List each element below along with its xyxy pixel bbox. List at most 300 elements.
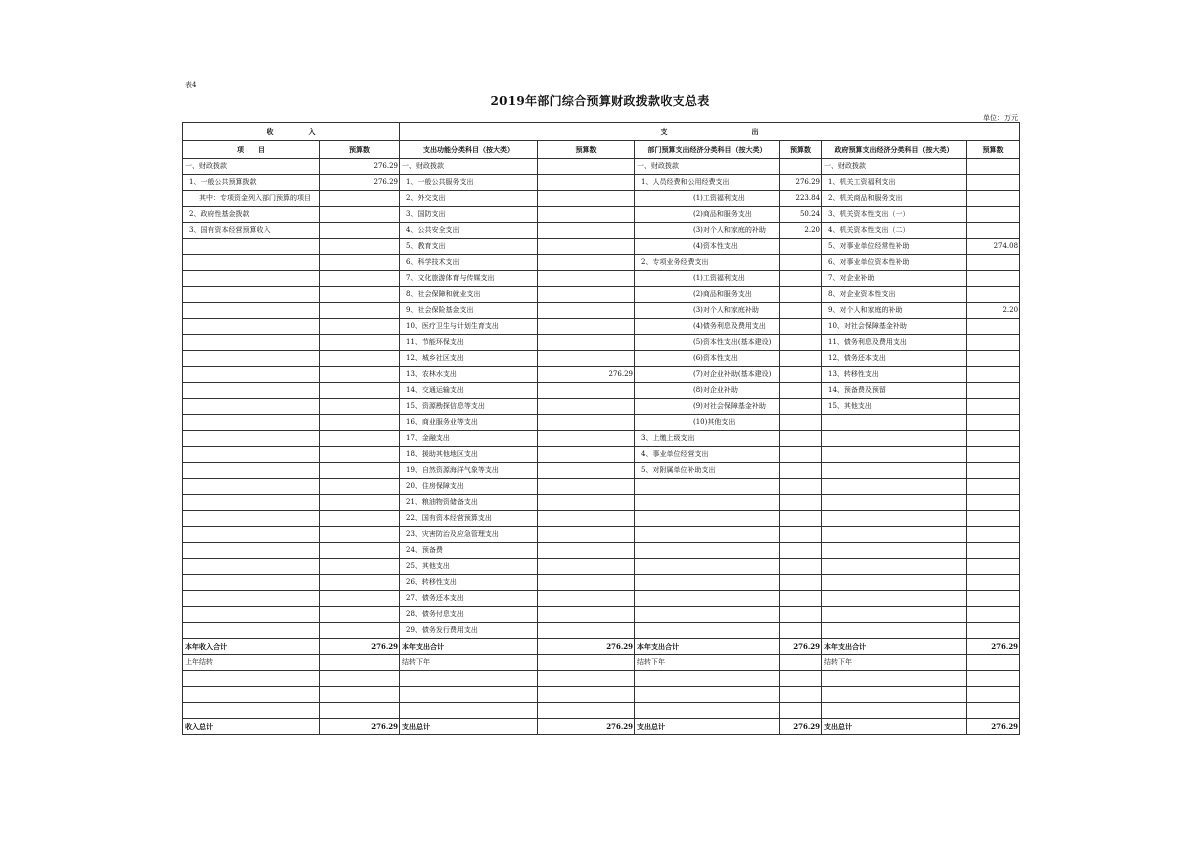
empty-cell <box>183 687 320 703</box>
budget-cell <box>780 511 822 527</box>
item-cell: 20、住房保障支出 <box>400 479 538 495</box>
item-cell: 29、债务发行费用支出 <box>400 623 538 639</box>
table-row <box>183 175 1020 191</box>
budget-cell <box>780 495 822 511</box>
budget-cell <box>320 223 400 239</box>
item-cell: 结转下年 <box>822 655 967 671</box>
budget-cell <box>780 303 822 319</box>
budget-cell <box>320 495 400 511</box>
budget-cell <box>780 239 822 255</box>
table-row <box>183 447 1020 463</box>
item-cell: 3、国有资本经营预算收入 <box>183 223 320 239</box>
table-number: 表4 <box>185 81 197 89</box>
item-cell: 5、对附属单位补助支出 <box>635 463 780 479</box>
empty-cell <box>400 671 538 687</box>
budget-cell: 274.08 <box>967 239 1020 255</box>
item-cell: 1、机关工资福利支出 <box>822 175 967 191</box>
budget-cell <box>538 239 635 255</box>
item-cell: (3)对个人和家庭的补助 <box>635 223 780 239</box>
budget-cell <box>780 287 822 303</box>
table-row <box>183 255 1020 271</box>
item-cell: 支出总计 <box>400 719 538 735</box>
table-row <box>183 463 1020 479</box>
empty-cell <box>822 671 967 687</box>
budget-cell <box>320 191 400 207</box>
budget-cell <box>538 559 635 575</box>
item-cell: 10、医疗卫生与计划生育支出 <box>400 319 538 335</box>
budget-cell <box>538 319 635 335</box>
item-cell <box>183 511 320 527</box>
item-cell <box>183 623 320 639</box>
item-cell <box>183 527 320 543</box>
empty-cell <box>780 687 822 703</box>
item-cell: 14、预备费及预留 <box>822 383 967 399</box>
grand-total-row <box>183 719 1020 735</box>
budget-cell <box>320 543 400 559</box>
budget-cell <box>967 383 1020 399</box>
col-header-budget: 预算数 <box>967 141 1020 159</box>
item-cell <box>183 399 320 415</box>
budget-cell <box>538 271 635 287</box>
budget-cell <box>538 399 635 415</box>
item-cell <box>635 527 780 543</box>
item-cell: (2)商品和服务支出 <box>635 207 780 223</box>
item-cell: 一、财政拨款 <box>183 159 320 175</box>
table-row <box>183 543 1020 559</box>
item-cell: 7、文化旅游体育与传媒支出 <box>400 271 538 287</box>
budget-cell <box>780 607 822 623</box>
budget-cell <box>538 591 635 607</box>
budget-cell <box>780 319 822 335</box>
col-header-gov-economic-category: 政府预算支出经济分类科目（按大类） <box>822 141 967 159</box>
budget-cell: 50.24 <box>780 207 822 223</box>
table-row <box>183 623 1020 639</box>
empty-cell <box>320 671 400 687</box>
empty-row <box>183 671 1020 687</box>
budget-cell <box>320 575 400 591</box>
item-cell <box>183 383 320 399</box>
empty-cell <box>538 671 635 687</box>
budget-cell: 276.29 <box>538 639 635 655</box>
budget-cell <box>780 591 822 607</box>
item-cell <box>183 559 320 575</box>
item-cell: 19、自然资源海洋气象等支出 <box>400 463 538 479</box>
budget-cell <box>320 559 400 575</box>
item-cell <box>635 479 780 495</box>
table-row <box>183 559 1020 575</box>
item-cell: 15、资源勘探信息等支出 <box>400 399 538 415</box>
table-row <box>183 287 1020 303</box>
item-cell: 1、一般公共预算拨款 <box>183 175 320 191</box>
item-cell: 支出总计 <box>822 719 967 735</box>
budget-cell <box>967 351 1020 367</box>
item-cell: (9)对社会保障基金补助 <box>635 399 780 415</box>
budget-cell <box>538 255 635 271</box>
budget-cell <box>780 575 822 591</box>
budget-cell <box>320 447 400 463</box>
item-cell <box>183 463 320 479</box>
budget-cell <box>320 463 400 479</box>
budget-cell <box>967 271 1020 287</box>
budget-cell <box>320 351 400 367</box>
budget-cell <box>538 607 635 623</box>
budget-cell <box>538 191 635 207</box>
budget-cell <box>967 399 1020 415</box>
budget-cell <box>967 559 1020 575</box>
budget-cell <box>967 335 1020 351</box>
budget-cell <box>538 159 635 175</box>
budget-cell <box>538 479 635 495</box>
item-cell: (3)对个人和家庭补助 <box>635 303 780 319</box>
item-cell <box>635 607 780 623</box>
empty-cell <box>967 703 1020 719</box>
budget-cell <box>320 591 400 607</box>
item-cell: 11、债务利息及费用支出 <box>822 335 967 351</box>
budget-cell: 276.29 <box>538 367 635 383</box>
item-cell: 6、科学技术支出 <box>400 255 538 271</box>
item-cell: 27、债务还本支出 <box>400 591 538 607</box>
item-cell: 16、商业服务业等支出 <box>400 415 538 431</box>
item-cell <box>635 495 780 511</box>
item-cell: 1、一般公共服务支出 <box>400 175 538 191</box>
item-cell <box>822 559 967 575</box>
budget-cell: 223.84 <box>780 191 822 207</box>
item-cell: 2、外交支出 <box>400 191 538 207</box>
table-row <box>183 271 1020 287</box>
item-cell: 12、城乡社区支出 <box>400 351 538 367</box>
table-row <box>183 527 1020 543</box>
budget-cell <box>780 383 822 399</box>
item-cell <box>183 351 320 367</box>
item-cell: 本年支出合计 <box>822 639 967 655</box>
budget-cell <box>538 655 635 671</box>
item-cell <box>183 367 320 383</box>
budget-cell <box>320 607 400 623</box>
budget-cell: 276.29 <box>538 719 635 735</box>
item-cell: 25、其他支出 <box>400 559 538 575</box>
item-cell: 本年支出合计 <box>400 639 538 655</box>
budget-cell <box>538 543 635 559</box>
item-cell: 2、政府性基金拨款 <box>183 207 320 223</box>
budget-cell: 276.29 <box>320 639 400 655</box>
item-cell <box>822 415 967 431</box>
item-cell <box>822 623 967 639</box>
budget-cell <box>780 479 822 495</box>
budget-cell <box>320 335 400 351</box>
item-cell: 一、财政拨款 <box>400 159 538 175</box>
budget-cell <box>967 415 1020 431</box>
budget-cell <box>967 191 1020 207</box>
item-cell: 3、国防支出 <box>400 207 538 223</box>
item-cell <box>183 447 320 463</box>
item-cell: 14、交通运输支出 <box>400 383 538 399</box>
empty-cell <box>780 671 822 687</box>
budget-cell <box>780 559 822 575</box>
table-row <box>183 383 1020 399</box>
item-cell: 5、对事业单位经常性补助 <box>822 239 967 255</box>
item-cell <box>822 495 967 511</box>
budget-cell <box>967 495 1020 511</box>
budget-cell <box>967 543 1020 559</box>
item-cell: (7)对企业补助(基本建设) <box>635 367 780 383</box>
budget-cell: 276.29 <box>780 719 822 735</box>
budget-cell <box>967 623 1020 639</box>
item-cell: 28、债务付息支出 <box>400 607 538 623</box>
budget-cell <box>320 431 400 447</box>
item-cell <box>183 591 320 607</box>
empty-cell <box>822 703 967 719</box>
table-row <box>183 415 1020 431</box>
item-cell: (4)资本性支出 <box>635 239 780 255</box>
budget-cell <box>320 303 400 319</box>
budget-cell <box>320 319 400 335</box>
item-cell <box>635 543 780 559</box>
income-header: 收 入 <box>183 123 400 141</box>
item-cell <box>822 431 967 447</box>
budget-cell: 276.29 <box>320 175 400 191</box>
item-cell <box>822 511 967 527</box>
budget-cell <box>320 271 400 287</box>
table-row <box>183 591 1020 607</box>
empty-cell <box>967 671 1020 687</box>
budget-cell: 276.29 <box>967 719 1020 735</box>
budget-cell <box>320 399 400 415</box>
budget-cell <box>538 527 635 543</box>
expense-header: 支 出 <box>400 123 1020 141</box>
item-cell <box>822 591 967 607</box>
table-row <box>183 303 1020 319</box>
col-header-budget: 预算数 <box>780 141 822 159</box>
budget-cell <box>780 351 822 367</box>
item-cell: 上年结转 <box>183 655 320 671</box>
budget-cell <box>780 431 822 447</box>
budget-cell <box>967 447 1020 463</box>
item-cell <box>183 335 320 351</box>
budget-cell <box>780 463 822 479</box>
budget-cell <box>538 511 635 527</box>
item-cell: 其中：专项资金列入部门预算的项目 <box>183 191 320 207</box>
item-cell: (8)对企业补助 <box>635 383 780 399</box>
col-header-item: 项 目 <box>183 141 320 159</box>
item-cell <box>635 575 780 591</box>
budget-cell <box>967 367 1020 383</box>
table-row <box>183 191 1020 207</box>
budget-cell <box>967 207 1020 223</box>
budget-cell <box>780 255 822 271</box>
table-row <box>183 159 1020 175</box>
budget-cell <box>538 223 635 239</box>
budget-cell <box>967 463 1020 479</box>
empty-row <box>183 703 1020 719</box>
col-header-function-category: 支出功能分类科目（按大类） <box>400 141 538 159</box>
item-cell: 12、债务还本支出 <box>822 351 967 367</box>
item-cell: 一、财政拨款 <box>635 159 780 175</box>
header-row-2 <box>183 141 1020 159</box>
budget-cell <box>538 431 635 447</box>
budget-cell <box>320 287 400 303</box>
table-row <box>183 431 1020 447</box>
table-row <box>183 239 1020 255</box>
budget-cell <box>538 447 635 463</box>
item-cell: 收入总计 <box>183 719 320 735</box>
empty-cell <box>635 703 780 719</box>
empty-cell <box>635 671 780 687</box>
budget-cell <box>967 287 1020 303</box>
item-cell: 9、对个人和家庭的补助 <box>822 303 967 319</box>
item-cell: 3、上缴上级支出 <box>635 431 780 447</box>
budget-cell <box>538 207 635 223</box>
budget-cell <box>320 527 400 543</box>
item-cell: 2、专项业务经费支出 <box>635 255 780 271</box>
budget-cell <box>538 415 635 431</box>
budget-cell <box>538 175 635 191</box>
item-cell <box>183 607 320 623</box>
item-cell: 一、财政拨款 <box>822 159 967 175</box>
budget-cell <box>320 207 400 223</box>
item-cell: 6、对事业单位资本性补助 <box>822 255 967 271</box>
item-cell: 本年收入合计 <box>183 639 320 655</box>
budget-cell <box>780 399 822 415</box>
budget-cell: 276.29 <box>780 175 822 191</box>
item-cell <box>183 287 320 303</box>
table-row <box>183 511 1020 527</box>
item-cell: 支出总计 <box>635 719 780 735</box>
empty-cell <box>183 671 320 687</box>
item-cell <box>635 559 780 575</box>
budget-cell <box>967 575 1020 591</box>
budget-cell <box>780 335 822 351</box>
budget-cell <box>967 175 1020 191</box>
item-cell: 7、对企业补助 <box>822 271 967 287</box>
table-row <box>183 319 1020 335</box>
header-row-1 <box>183 123 1020 141</box>
budget-cell <box>320 479 400 495</box>
item-cell <box>183 271 320 287</box>
item-cell: (1)工资福利支出 <box>635 191 780 207</box>
item-cell: 23、灾害防治及应急管理支出 <box>400 527 538 543</box>
budget-cell <box>320 255 400 271</box>
item-cell: 4、机关资本性支出（二） <box>822 223 967 239</box>
budget-cell <box>538 623 635 639</box>
budget-cell: 276.29 <box>320 719 400 735</box>
item-cell: 4、公共安全支出 <box>400 223 538 239</box>
budget-cell <box>967 431 1020 447</box>
empty-cell <box>400 687 538 703</box>
budget-cell <box>967 607 1020 623</box>
empty-cell <box>320 703 400 719</box>
budget-cell <box>780 159 822 175</box>
budget-cell <box>538 495 635 511</box>
item-cell: 13、转移性支出 <box>822 367 967 383</box>
item-cell: 21、粮油物资储备支出 <box>400 495 538 511</box>
budget-cell <box>320 383 400 399</box>
budget-cell <box>538 463 635 479</box>
budget-cell <box>320 623 400 639</box>
table-row <box>183 607 1020 623</box>
table-row <box>183 223 1020 239</box>
item-cell: 8、对企业资本性支出 <box>822 287 967 303</box>
item-cell: (4)债务利息及费用支出 <box>635 319 780 335</box>
item-cell: 2、机关商品和服务支出 <box>822 191 967 207</box>
item-cell <box>183 319 320 335</box>
empty-cell <box>967 687 1020 703</box>
carry-over-row <box>183 655 1020 671</box>
budget-cell: 2.20 <box>780 223 822 239</box>
item-cell <box>183 431 320 447</box>
empty-cell <box>635 687 780 703</box>
item-cell: 9、社会保险基金支出 <box>400 303 538 319</box>
budget-cell <box>967 319 1020 335</box>
item-cell: 8、社会保障和就业支出 <box>400 287 538 303</box>
budget-cell <box>320 655 400 671</box>
budget-cell <box>967 159 1020 175</box>
item-cell: 15、其他支出 <box>822 399 967 415</box>
budget-cell <box>538 575 635 591</box>
budget-cell <box>780 271 822 287</box>
budget-cell <box>320 511 400 527</box>
item-cell <box>635 623 780 639</box>
item-cell: (10)其他支出 <box>635 415 780 431</box>
budget-cell: 276.29 <box>320 159 400 175</box>
item-cell <box>822 527 967 543</box>
budget-cell <box>967 591 1020 607</box>
table-row <box>183 367 1020 383</box>
budget-cell <box>538 351 635 367</box>
item-cell <box>183 479 320 495</box>
item-cell <box>822 607 967 623</box>
item-cell: 本年支出合计 <box>635 639 780 655</box>
budget-cell <box>538 303 635 319</box>
budget-cell <box>780 447 822 463</box>
item-cell <box>183 239 320 255</box>
item-cell <box>822 447 967 463</box>
item-cell: 3、机关资本性支出（一） <box>822 207 967 223</box>
item-cell: 1、人员经费和公用经费支出 <box>635 175 780 191</box>
budget-cell <box>320 367 400 383</box>
empty-cell <box>822 687 967 703</box>
empty-row <box>183 687 1020 703</box>
budget-cell <box>780 527 822 543</box>
item-cell: 结转下年 <box>400 655 538 671</box>
item-cell <box>635 511 780 527</box>
budget-cell <box>780 367 822 383</box>
budget-cell <box>967 255 1020 271</box>
item-cell <box>822 543 967 559</box>
item-cell: (5)资本性支出(基本建设) <box>635 335 780 351</box>
table-row <box>183 575 1020 591</box>
item-cell: 4、事业单位经营支出 <box>635 447 780 463</box>
item-cell: (1)工资福利支出 <box>635 271 780 287</box>
budget-cell <box>967 655 1020 671</box>
item-cell: 10、对社会保障基金补助 <box>822 319 967 335</box>
item-cell: 11、节能环保支出 <box>400 335 538 351</box>
item-cell <box>183 543 320 559</box>
budget-cell <box>320 239 400 255</box>
col-header-dept-economic-category: 部门预算支出经济分类科目（按大类） <box>635 141 780 159</box>
budget-cell <box>967 479 1020 495</box>
item-cell: 26、转移性支出 <box>400 575 538 591</box>
budget-cell <box>967 511 1020 527</box>
item-cell: (6)资本性支出 <box>635 351 780 367</box>
empty-cell <box>320 687 400 703</box>
item-cell: 结转下年 <box>635 655 780 671</box>
item-cell: 13、农林水支出 <box>400 367 538 383</box>
budget-summary-table <box>182 122 1020 735</box>
item-cell <box>822 479 967 495</box>
budget-cell <box>320 415 400 431</box>
budget-cell: 2.20 <box>967 303 1020 319</box>
item-cell: 5、教育支出 <box>400 239 538 255</box>
